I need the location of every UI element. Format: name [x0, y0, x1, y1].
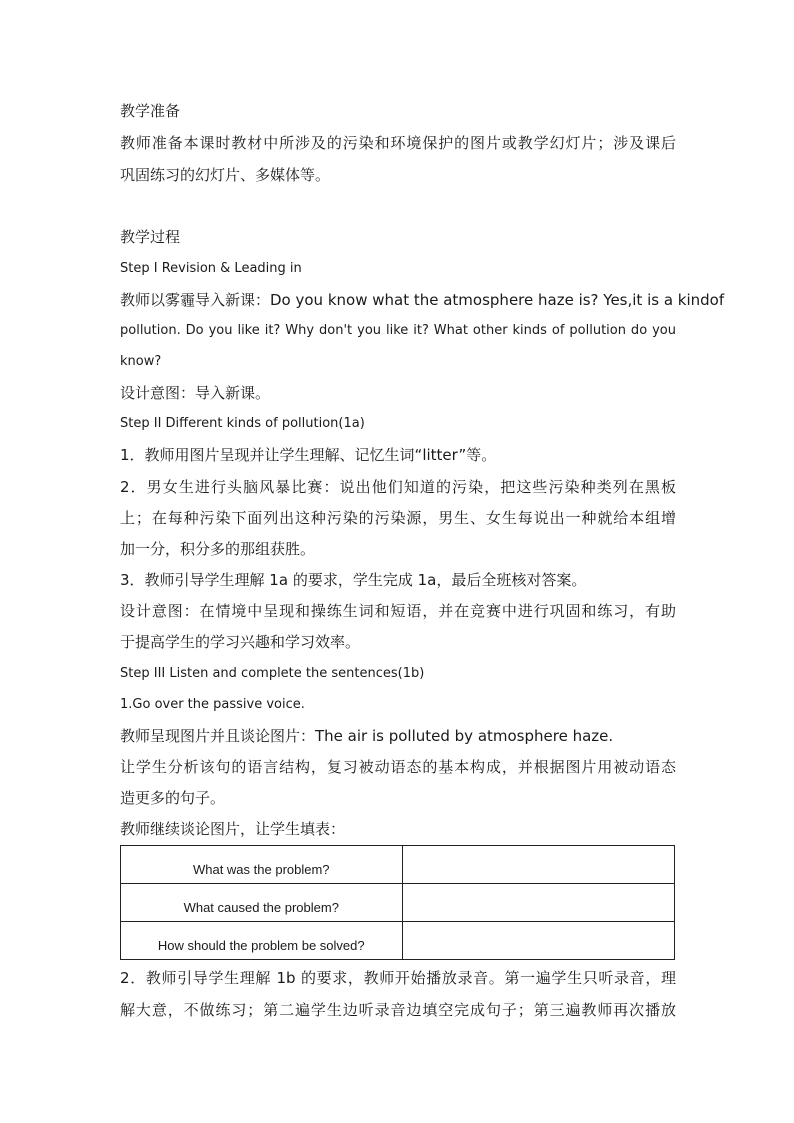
step3-line-1: 教师呈现图片并且谈论图片：The air is polluted by atmosphere haze. [120, 727, 614, 745]
step2-intent-line-2: 于提高学生的学习兴趣和学习效率。 [120, 633, 361, 651]
prep-line-2: 巩固练习的幻灯片、多媒体等。 [120, 166, 331, 184]
step2-item-1: 1．教师用图片呈现并让学生理解、记忆生词“litter”等。 [120, 446, 497, 464]
table-row [121, 846, 675, 884]
table-answer-cell [402, 922, 674, 960]
step1-line-2: pollution. Do you like it? Why don't you like it? What other kinds of pollution do you [120, 323, 676, 338]
step1-line-1: 教师以雾霾导入新课：Do you know what the atmosphere haze is? Yes,it is a kindof [120, 291, 725, 309]
step3-item-2-line-2: 解大意，不做练习；第二遍学生边听录音边填空完成句子；第三遍教师再次播放 [120, 1001, 676, 1019]
step1-title: Step I Revision & Leading in [120, 261, 302, 276]
step3-item-1: 1.Go over the passive voice. [120, 697, 305, 712]
step3-line-3: 造更多的句子。 [120, 789, 226, 807]
step2-item-2-line-2: 上；在每种污染下面列出这种污染的污染源，男生、女生每说出一种就给本组增 [120, 509, 676, 527]
step3-line-2: 让学生分析该句的语言结构，复习被动语态的基本构成，并根据图片用被动语态 [120, 758, 676, 776]
process-heading: 教学过程 [120, 228, 181, 246]
table-answer-cell [402, 846, 674, 884]
prep-line-1: 教师准备本课时教材中所涉及的污染和环境保护的图片或教学幻灯片；涉及课后 [120, 134, 676, 152]
step1-line-3: know? [120, 354, 162, 369]
table-question-cell: How should the problem be solved? [121, 922, 403, 960]
table-answer-cell [402, 884, 674, 922]
step3-title: Step III Listen and complete the sentences(1b) [120, 666, 425, 681]
table-question-cell: What was the problem? [121, 846, 403, 884]
problem-table [120, 845, 675, 960]
prep-heading: 教学准备 [120, 102, 181, 120]
step2-item-3: 3．教师引导学生理解 1a 的要求，学生完成 1a，最后全班核对答案。 [120, 571, 587, 589]
step3-line-4: 教师继续谈论图片，让学生填表： [120, 820, 346, 838]
table-row [121, 884, 675, 922]
step2-title: Step II Different kinds of pollution(1a) [120, 416, 365, 431]
step2-item-2-line-1: 2．男女生进行头脑风暴比赛：说出他们知道的污染，把这些污染种类列在黑板 [120, 478, 676, 496]
table-question-cell: What caused the problem? [121, 884, 403, 922]
step3-item-2-line-1: 2．教师引导学生理解 1b 的要求，教师开始播放录音。第一遍学生只听录音，理 [120, 969, 676, 987]
table-row [121, 922, 675, 960]
step1-intent: 设计意图：导入新课。 [120, 384, 271, 402]
step2-item-2-line-3: 加一分，积分多的那组获胜。 [120, 540, 316, 558]
step2-intent-line-1: 设计意图：在情境中呈现和操练生词和短语，并在竞赛中进行巩固和练习，有助 [120, 602, 676, 620]
